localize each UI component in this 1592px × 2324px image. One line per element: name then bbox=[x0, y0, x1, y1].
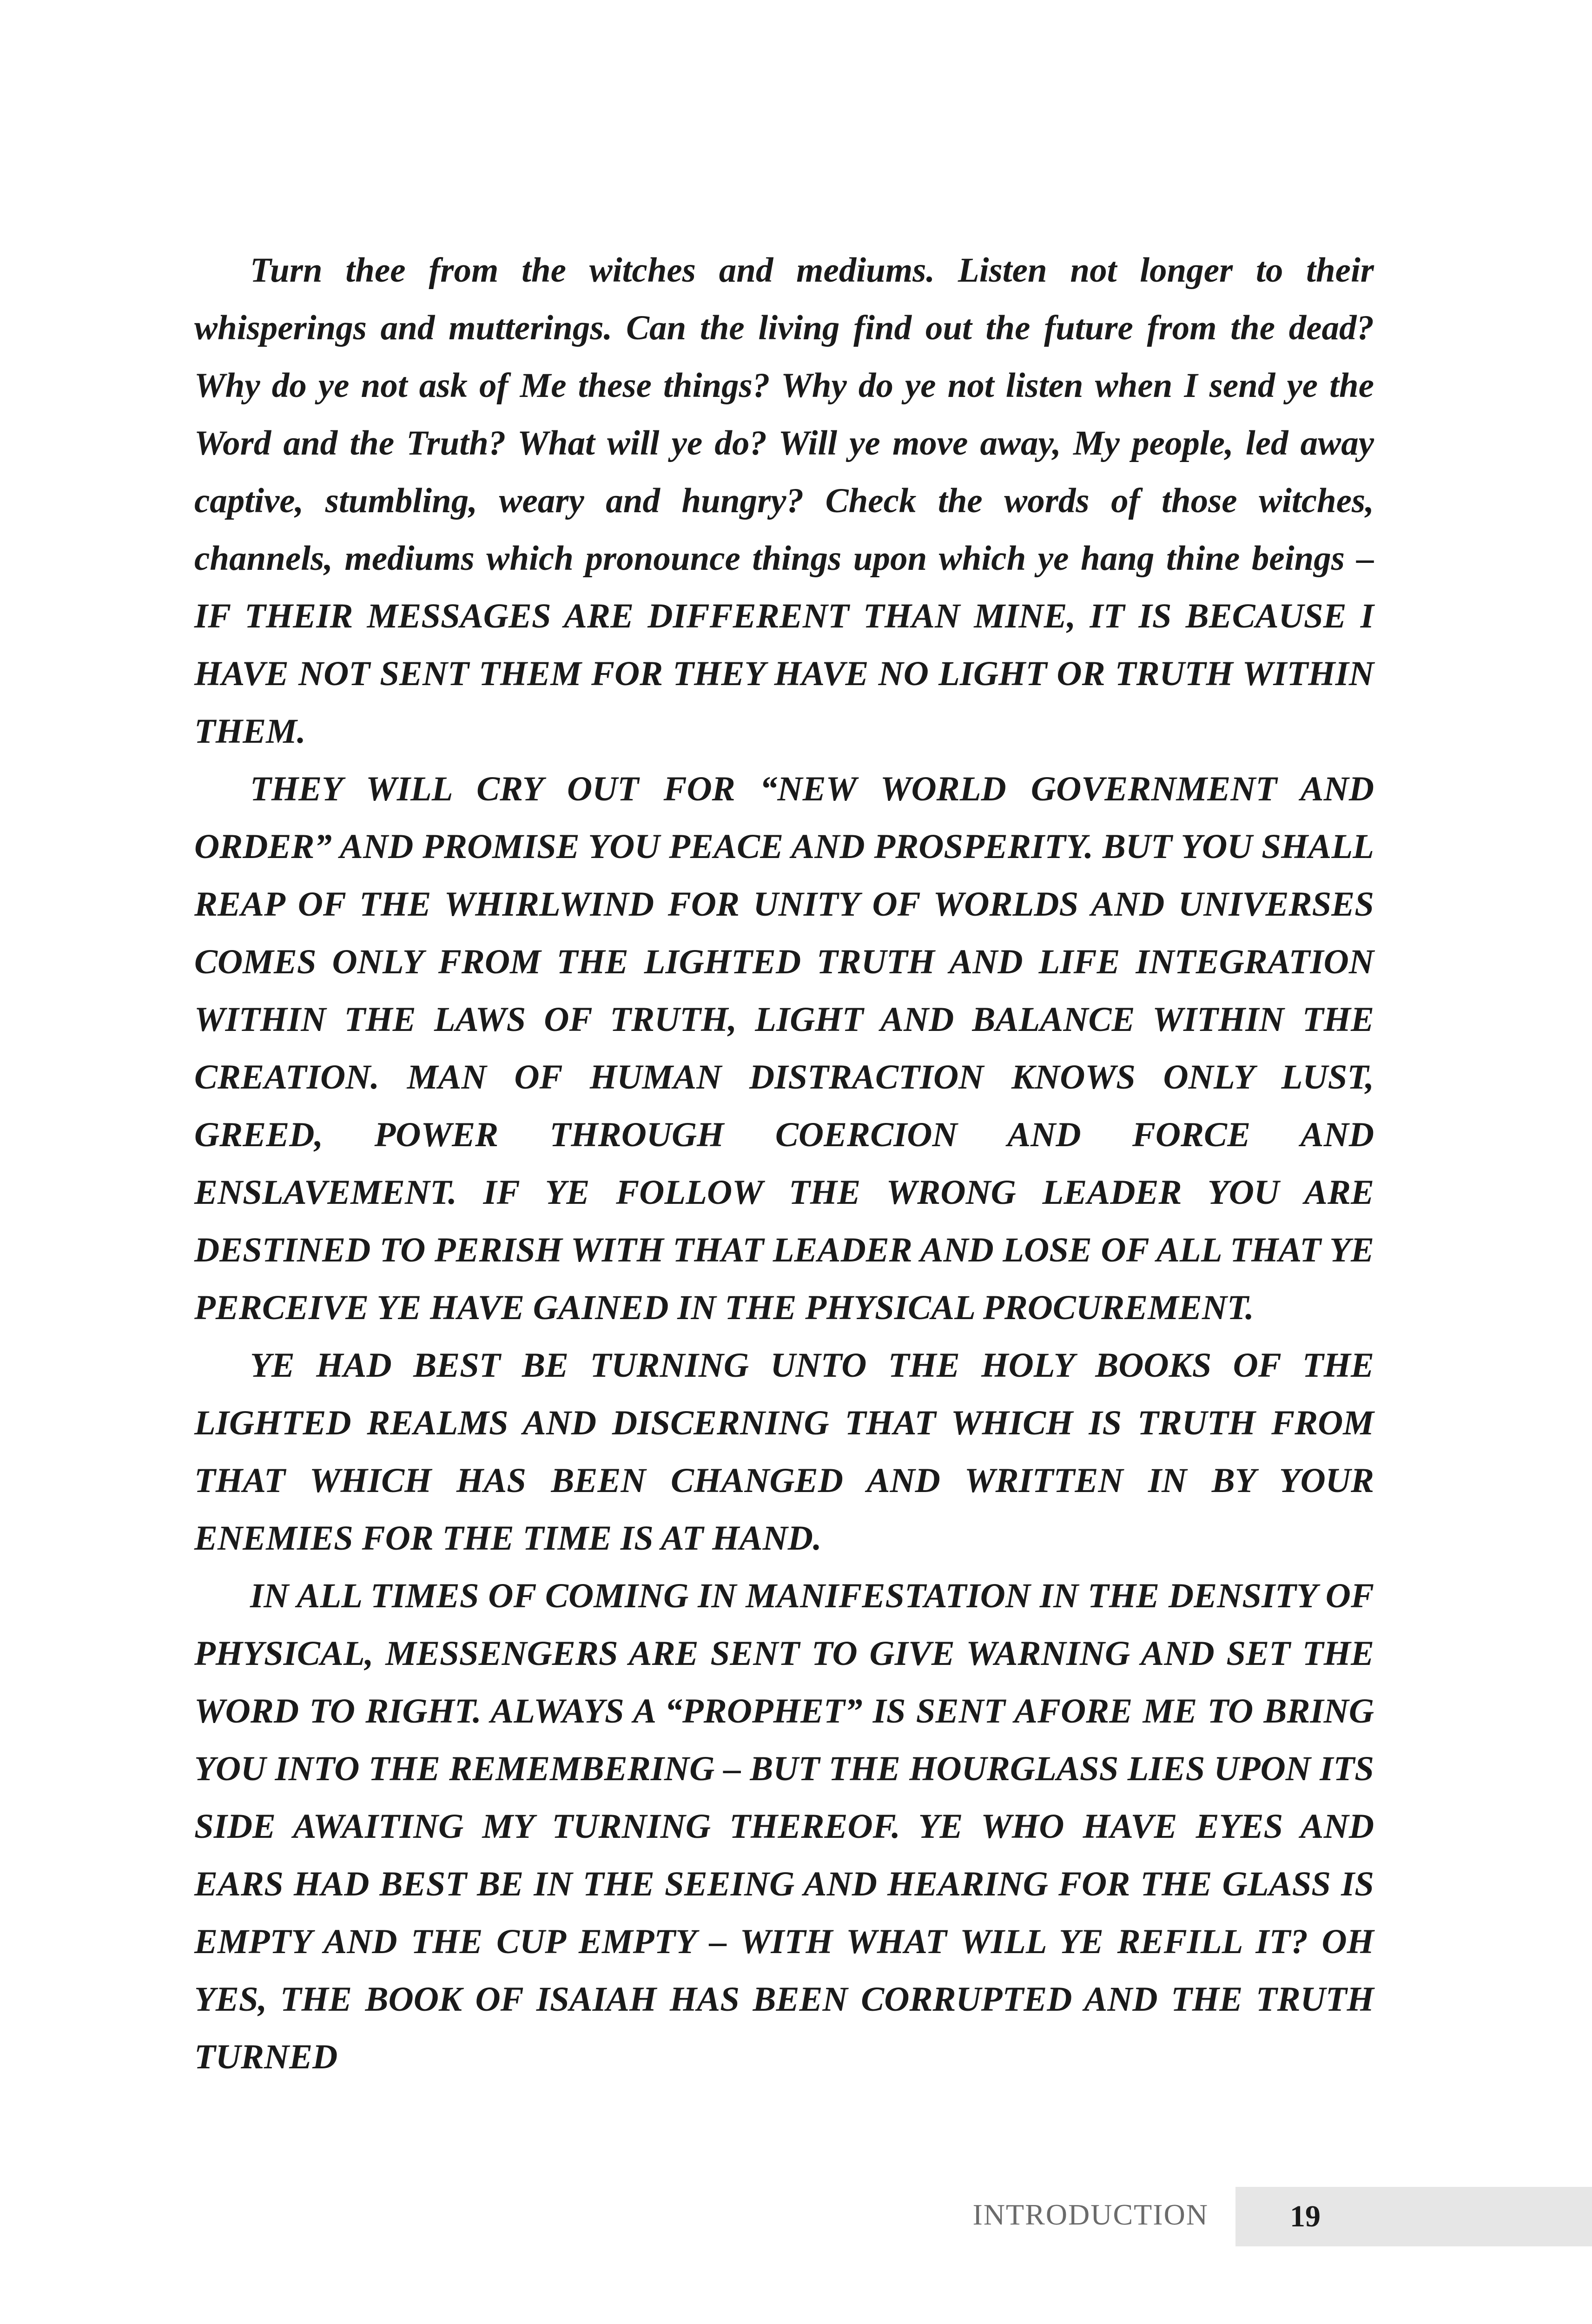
paragraph-3: YE HAD BEST BE TURNING UNTO THE HOLY BOOKS OF THE LIGHTED REALMS AND DISCERNING THAT WHICH IS TRUTH FROM THAT WHICH HAS BEEN CHANGED AND WRITTEN IN BY YOUR ENEMIES FOR THE TIME IS AT HAND. bbox=[194, 1346, 1374, 1558]
paragraph-2: THEY WILL CRY OUT FOR “NEW WORLD GOVERNMENT AND ORDER” AND PROMISE YOU PEACE AND PROSPERITY. BUT YOU SHALL REAP OF THE WHIRLWIND FOR UNITY OF WORLDS AND UNIVERSES COMES ONLY FROM THE LIGHTED TRUTH AND LIFE INTEGRATION WITHIN THE LAWS OF TRUTH, LIGHT AND BALANCE WITHIN THE CREATION. MAN OF HUMAN DISTRACTION KNOWS ONLY LUST, GREED, POWER THROUGH COERCION AND FORCE AND ENSLAVEMENT. IF YE FOLLOW THE WRONG LEADER YOU ARE DESTINED TO PERISH WITH THAT LEADER AND LOSE OF ALL THAT YE PERCEIVE YE HAVE GAINED IN THE PHYSICAL PROCUREMENT. bbox=[194, 770, 1374, 1327]
paragraph-1: Turn thee from the witches and mediums. Listen not longer to their whisperings and mutterings. Can the living find out the future from the dead? Why do ye not ask of Me these things? Why do ye not listen when I send ye the Word and the Truth? What will ye do? Will ye move away, My people, led away captive, stumbling, weary and hungry? Check the words of those witches, channels, mediums which pronounce things upon which ye hang thine beings – IF THEIR MESSAGES ARE DIFFERENT THAN MINE, IT IS BECAUSE I HAVE NOT SENT THEM FOR THEY HAVE NO LIGHT OR TRUTH WITHIN THEM. bbox=[194, 251, 1374, 751]
page-number: 19 bbox=[1290, 2199, 1321, 2233]
paragraph-4: IN ALL TIMES OF COMING IN MANIFESTATION IN THE DENSITY OF PHYSICAL, MESSENGERS ARE SENT TO GIVE WARNING AND SET THE WORD TO RIGHT. ALWAYS A “PROPHET” IS SENT AFORE ME TO BRING YOU INTO THE REMEMBERING – BUT THE HOURGLASS LIES UPON ITS SIDE AWAITING MY TURNING THEREOF. YE WHO HAVE EYES AND EARS HAD BEST BE IN THE SEEING AND HEARING FOR THE GLASS IS EMPTY AND THE CUP EMPTY – WITH WHAT WILL YE REFILL IT? OH YES, THE BOOK OF ISAIAH HAS BEEN CORRUPTED AND THE TRUTH TURNED bbox=[194, 1577, 1374, 2076]
running-footer-title: INTRODUCTION bbox=[972, 2198, 1209, 2231]
page-number-tab bbox=[1235, 2187, 1592, 2246]
body-text bbox=[194, 242, 1374, 2086]
